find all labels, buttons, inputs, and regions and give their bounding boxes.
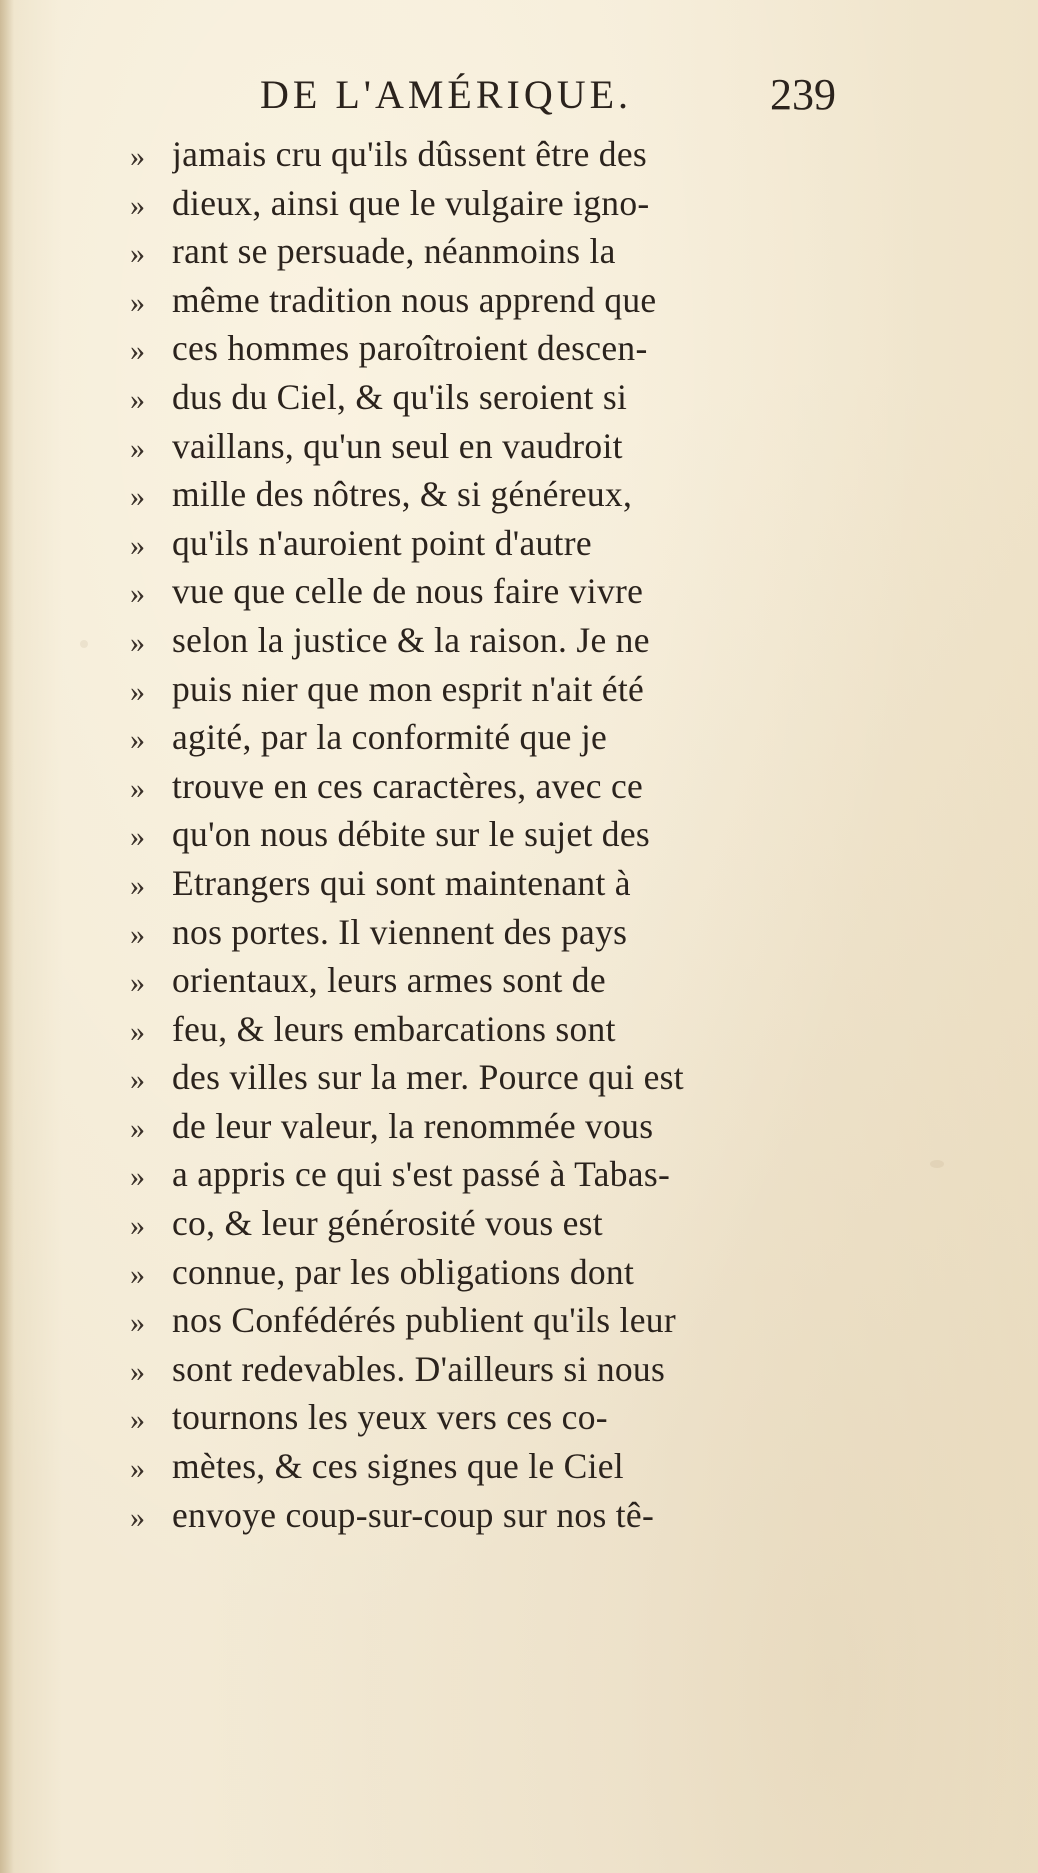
page-number: 239: [770, 70, 836, 119]
text-line: [130, 470, 820, 519]
line-text: qu'on nous débite sur le sujet des: [172, 814, 651, 855]
text-line: [130, 276, 820, 325]
quotation-mark: »: [130, 1306, 145, 1340]
text-line: [130, 859, 820, 908]
quotation-mark: »: [130, 625, 145, 659]
line-text: nos portes. Il viennent des pays: [172, 911, 628, 952]
quotation-mark: »: [130, 771, 145, 805]
line-text: dus du Ciel, & qu'ils seroient si: [172, 376, 628, 417]
text-line: [130, 1345, 820, 1394]
quotation-mark: »: [130, 431, 145, 465]
quotation-mark: »: [130, 188, 145, 222]
quotation-mark: »: [130, 1111, 145, 1145]
quotation-mark: »: [130, 285, 145, 319]
line-text: dieux, ainsi que le vulgaire igno-: [172, 182, 650, 223]
page-header: [260, 64, 860, 126]
line-text: mètes, & ces signes que le Ciel: [172, 1446, 624, 1487]
line-text: des villes sur la mer. Pource qui est: [172, 1057, 684, 1098]
text-line: [130, 1248, 820, 1297]
quotation-mark: »: [130, 723, 145, 757]
quotation-mark: »: [130, 966, 145, 1000]
text-line: [130, 713, 820, 762]
line-text: rant se persuade, néanmoins la: [172, 231, 616, 272]
line-text: puis nier que mon esprit n'ait été: [172, 668, 645, 709]
text-line: [130, 762, 820, 811]
line-text: feu, & leurs embarcations sont: [172, 1008, 616, 1049]
line-text: Etrangers qui sont maintenant à: [172, 862, 631, 903]
quotation-mark: »: [130, 237, 145, 271]
quotation-mark: »: [130, 140, 145, 173]
text-line: [130, 1296, 820, 1345]
quotation-mark: »: [130, 577, 145, 611]
text-line: [130, 227, 820, 276]
text-line: [130, 1150, 820, 1199]
quotation-mark: »: [130, 334, 145, 368]
quotation-mark: »: [130, 917, 145, 951]
text-line: [130, 422, 820, 471]
quotation-mark: »: [130, 674, 145, 708]
text-line: [130, 810, 820, 859]
text-line: [130, 179, 820, 228]
line-text: ces hommes paroîtroient descen-: [172, 328, 648, 369]
text-line: [130, 1442, 820, 1491]
text-line: [130, 956, 820, 1005]
line-text: agité, par la conformité que je: [172, 717, 608, 758]
line-text: même tradition nous apprend que: [172, 279, 657, 320]
paper-stain: [80, 640, 88, 648]
text-line: [130, 1199, 820, 1248]
text-line: [130, 519, 820, 568]
paper-stain: [930, 1160, 944, 1168]
quotation-mark: »: [130, 1452, 145, 1486]
running-head: DE L'AMÉRIQUE.: [260, 72, 633, 117]
text-line: [130, 324, 820, 373]
line-text: sont redevables. D'ailleurs si nous: [172, 1348, 666, 1389]
line-text: mille des nôtres, & si généreux,: [172, 474, 633, 515]
quotation-mark: »: [130, 1160, 145, 1194]
text-line: [130, 1005, 820, 1054]
page-gutter-shadow: [0, 0, 14, 1873]
line-text: vue que celle de nous faire vivre: [172, 571, 644, 612]
quotation-mark: »: [130, 1209, 145, 1243]
quotation-mark: »: [130, 820, 145, 854]
quotation-mark: »: [130, 382, 145, 416]
line-text: selon la justice & la raison. Je ne: [172, 619, 650, 660]
quotation-mark: »: [130, 1403, 145, 1437]
quotation-mark: »: [130, 480, 145, 514]
line-text: co, & leur générosité vous est: [172, 1203, 603, 1244]
line-text: vaillans, qu'un seul en vaudroit: [172, 425, 623, 466]
quotation-mark: »: [130, 868, 145, 902]
text-line: [130, 1053, 820, 1102]
quotation-mark: »: [130, 1257, 145, 1291]
line-text: tournons les yeux vers ces co-: [172, 1397, 608, 1438]
text-line: [130, 130, 820, 179]
quotation-mark: »: [130, 1063, 145, 1097]
text-line: [130, 616, 820, 665]
text-line: [130, 1393, 820, 1442]
line-text: nos Confédérés publient qu'ils leur: [172, 1300, 676, 1341]
line-text: qu'ils n'auroient point d'autre: [172, 522, 592, 563]
quotation-mark: »: [130, 528, 145, 562]
text-line: [130, 1102, 820, 1151]
text-line: [130, 373, 820, 422]
line-text: jamais cru qu'ils dûssent être des: [172, 134, 648, 174]
line-text: trouve en ces caractères, avec ce: [172, 765, 644, 806]
body-text: [130, 130, 820, 1539]
text-line: [130, 665, 820, 714]
line-text: a appris ce qui s'est passé à Tabas-: [172, 1154, 671, 1195]
line-text: envoye coup-sur-coup sur nos tê-: [172, 1494, 655, 1535]
quotation-mark: »: [130, 1014, 145, 1048]
line-text: orientaux, leurs armes sont de: [172, 960, 606, 1001]
line-text: de leur valeur, la renommée vous: [172, 1105, 654, 1146]
quotation-mark: »: [130, 1354, 145, 1388]
text-line: [130, 567, 820, 616]
quotation-mark: »: [130, 1500, 145, 1534]
line-text: connue, par les obligations dont: [172, 1251, 635, 1292]
text-line: [130, 908, 820, 957]
text-line: [130, 1491, 820, 1540]
